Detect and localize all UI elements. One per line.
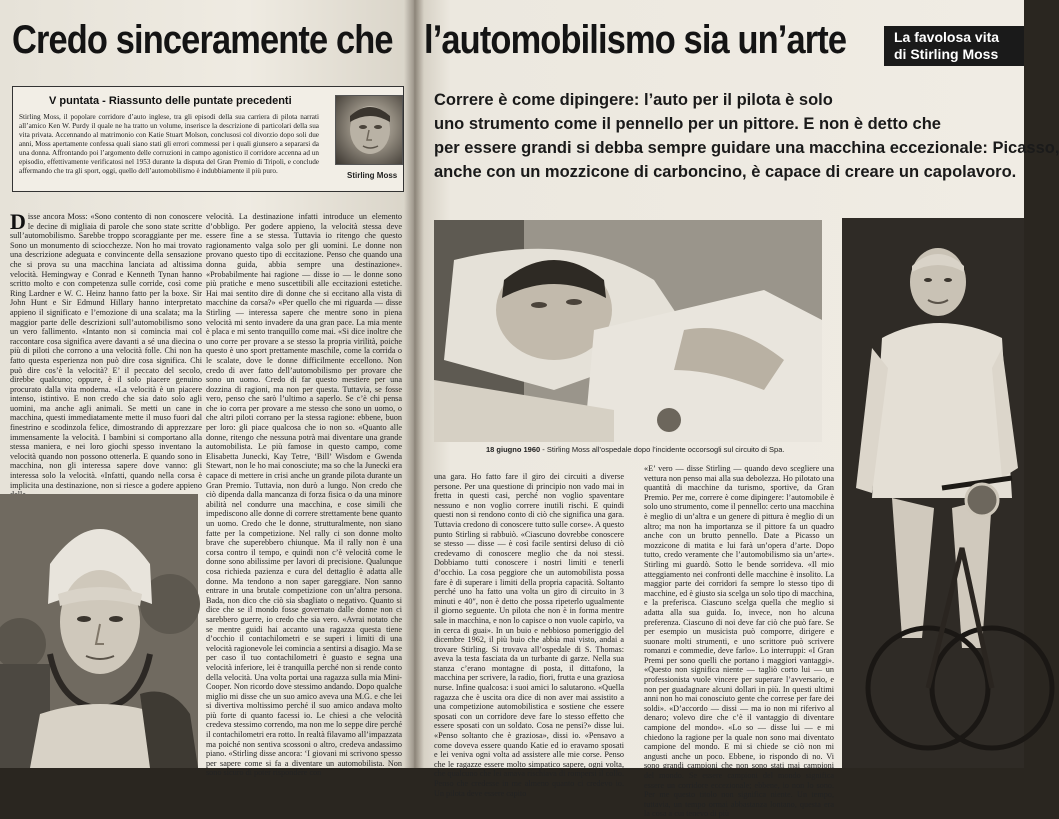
caption-date: 18 giugno 1960 xyxy=(486,445,541,454)
deck-line-4: anche con un mozzicone di carboncino, è capace di creare un capolavoro. xyxy=(434,163,1017,181)
portrait-caption: Stirling Moss xyxy=(347,171,398,180)
photo-hospital-bed xyxy=(434,220,822,442)
article-column-2: velocità. La destinazione infatti introduce un elemento d’obbligo. Per godere appieno, la velocità stessa deve essere fine a se stessa. Tuttavia io ritengo che questo ragionamento valga solo per gli uomini. Le donne non provano questo tipo di eccitazione. Penso che quando una donna guida, abbia sempre una destinazione». «Probabilmente hai ragione — disse io — le donne sono più pratiche e meno suscettibili alle eccitazioni estetiche. Hai mai sentito dire di donne che si eccitano alla vista di macchine da corsa?» «Per quello che mi riguarda — disse Stirling — interessa sapere che mentre sono in piena velocità mi sento invadere da una gran pace. La mia mente è placa e mi sento tranquillo come mai. «Si dice inoltre che uno corre per provare a se stesso la propria virilità, poiche questo è uno sport prettamente maschile, come la corrida o le scalate, dove le donne difficilmente eccellono. Non credo di aver fatto dell’automobilismo per provare che sono un uomo. Credo di far questo mestiere per una dozzina di ragioni, ma non per questa. Tuttavia, se fosse vero, penso che sarò l’ultimo a saperlo. Se c’è chi pensa che io corra per provare a me stesso che sono un uomo, o che altri piloti corrano per la stessa ragione: ebbene, buon per loro: gli piace qualcosa che io non so. «Quanto alle donne, ritengo che nessuna potrà mai diventare una grande automobilista. Le più famose in questo campo, come Elisabetta Junecki, Kay Tetre, ‘Bill’ Wisdom e Gwenda Stewart, non le ho mai conosciute; ma so che la Junecki era capace di mettere in crisi anche un grande pilota durante un Gran Premio. Tuttavia, non durò a lungo. Non credo che ciò dipenda dalla mancanza di forza fisica o da una minore abilità nel condurre una macchina, e cose simili che impediscono alle donne di correre strettamente bene quanto un uomo. Credo che le donne, strutturalmente, non siano fatte per la competizione. Nel rally ci son donne molto brave che superebbero chiunque. Ma il rally non è una corsa contro il tempo, e quindi non c’è velocità come le donne sono abilissime per lavori di precisione. Qualunque cosa richieda pazienza e cura del dettaglio è adatta alle donne. Ma tendono a non saper gareggiare. Non sanno entrare in una brutale competizione con un’altra persona. Bada, non dico che ciò sia sbagliato o negativo. Quanto si dice che se il mondo fosse governato dalle donne non ci sarebbero guerre, io credo che sia vero. «Avrai notato che se mentre guidi hai accanto una ragazza questa tiene d’occhio il contachilometri e se superi i limiti di una velocità ragionevole lei comincia a sentirsi a disagio. Ma se per caso il tuo contachilometri è guasto e segna una velocità inferiore, lei è tranquilla perché non si rende conto della velocità. Una volta portai una ragazza sulla mia Mini-Cooper. Non ricordo dove stessimo andando. Dopo qualche miglio mi disse che un suo amico aveva una M.G. e che lei si divertiva moltissimo perché il suo amico andava molto più forte di quanto facessi io. Le chiesi a che velocità credeva stessimo correndo, ma non me lo seppe dire perché il contachilometri era rotto. In realtà filavamo all’impazzata ma poiché non sentiva scossoni o altro, credeva andassimo piano. «Stirling disse ancora: ‘I giovani mi scrivono spesso per sapere come si fa a diventare un automobilista. Non sono sicuro di poter rispondere con xyxy=(206,212,402,778)
deck-line-1: Correre è come dipingere: l’auto per il pilota è solo xyxy=(434,91,833,109)
photo-bicycle xyxy=(842,218,1024,768)
photo-helmet-portrait xyxy=(0,494,198,768)
deck-line-3: per essere grandi si debba sempre guidare una macchina eccezionale: Picasso, xyxy=(434,139,1059,157)
summary-text: Stirling Moss, il popolare corridore d’auto inglese, tra gli episodi della sua carriera di pilota narrati all’amico Ken W. Purdy il quale ne ha tratto un volume, inserisce la descrizione di particolari della sua vita privata. Accennando al matrimonio con Katie Stuart Molson, conclusosi col divorzio dopo soli due anni, Moss apertamente confessa quali siano stati gli errori commessi per i quali giunsero a separarsi da una donna. Affrontando poi l’argomento delle corruzioni in campo agonistico il corridore accenna ad un episodio, effettivamente verificatosi nel 1953 durante la disputa del Gran Premio di Tripoli, e conclude affermando che tra gli sport, oggi, quello dell’automobilismo è indubbiamente il più puro. xyxy=(19,113,319,175)
article-column-3: una gara. Ho fatto fare il giro dei circuiti a diverse persone. Per una questione di principio non vado mai in fretta in questi casi, perché non voglio spaventare nessuno e non voglio correre inutili rischi. E quindi questi non si rendono conto di ciò che significa una gara. Tuttavia credono di conoscere tutto sulle corse». A questo punto Stirling si rabbuiò. «Ciascuno dovrebbe conoscere se stesso — disse — è così facile sentirsi deluso di ciò credevamo di conoscere meglio che da noi stessi. Dobbiamo tutti conoscere i nostri limiti e tenerli d’occhio. La cosa peggiore che un automobilista possa fare è di superare i limiti della propria capacità. Soltanto perché uno ha fatto una volta un giro di circuito in 3 minuti e 40″, non è detto che possa ripeterlo ugualmente il giorno seguente. Un pilota che non è in forma mentre sale in macchina, e non lo capisce o non vuole capirlo, va in cerca di guai». In un buio e nebbioso pomeriggio del dicembre 1962, il più buio che abbia mai visto, andai a trovare Stirling. Si trovava all’ospedale di S. Thomas: aveva la testa fasciata da un turbante di garze. Nella sua stanza c’erano montagne di posta, il dittafono, la macchina per scrivere, la radio, fiori, frutta e una graziosa nurse. Infine qualcosa: i suoi amici lo salutarono. «Quella ragazza che è uscita ora dice di non aver mai assistito a una competizione automobilistica e sostiene che essere sposati con un corridore deve fare lo stesso effetto che essere sposati con un soldato. Cosa ne pensi?» disse lui. «Penso soltanto che è graziosa», dissi io. «Pensavo a come doveva essere quando Katie ed io eravamo sposati e lei veniva ogni volta ad assistere alle mie corse. Penso che le ragazze essere molto simpatico sapere, ogni volta, che qualcuno che lei amava rischiava di rompersi il collo. Penso che credesse in me almeno quanto ci credevo io. Un pilota deve essere capito xyxy=(434,472,624,798)
caption-text: - Stirling Moss all’ospedale dopo l’incidente occorsogli sul circuito di Spa. xyxy=(542,445,785,454)
column-1-text: isse ancora Moss: «Sono contento di non conoscere le decine di migliaia di parole che sono state scritte sull’automobilismo. Sarebbe troppo scoraggiante per me. Sono un monumento di sciocchezze. Non ho mai trovato una descrizione adeguata e convincente della sensazione che si prova su una macchina lanciata ad altissima velocità. Hemingway e Conrad e Kenneth Tynan hanno scritto molto e con competenza sulle corride, così come Ring Lardner e W. C. Heinz hanno fatto per la boxe. Sir John Hunt e Sir Edmund Hillary hanno interpretato appieno il significato e l’emozione di una scalata; ma la maggior parte delle descrizioni sull’automobilismo sono un vero fallimento. «Intanto non si comincia mai col raccontare cosa significa avere davanti a sé una diecina o più di piloti che corrono a una velocità folle. Chi non ha fatto questa esperienza non può dire cosa significa. Chi può dire cos’è la velocità? E’ il peccato del secolo, direbbe qualcuno; oppure, è il solo piacere genuino procurato dalla vita moderna. «La velocità è un piacere intenso, istintivo. E non credo che sia dato solo agli uomini, ma anche agli animali. Se metti un cane in macchina, questi immediatamente mette il muso fuori dal finestrino e scodinzola felice, dimostrando di apprezzare immensamente la velocità. I bambini si comportano alla stessa maniera, e nei loro giochi spesso inventano la velocità quando non possono ottenerla. E quando sono in macchina, non gli interessa sapere dove vanno: gli interessa solo la velocità. «Infatti, quando nella corsa è implicita una destinazione, non si riesce a godere appieno xyxy=(10,212,202,490)
article-column-4: «E’ vero — disse Stirling — quando devo scegliere una vettura non penso mai alla sua debolezza. Ho pilotato una quantità di macchine da turismo, sportive, da Gran Premio. Per me, correre è come dipingere: l’automobile è solo uno strumento, come il pennello: certo una macchina è meglio di un’altra e un genere di pittura è meglio di un altro; ma non ha importanza se il pittore fa un quadro anche con un brutto pennello. Date a Picasso un mozzicone di matita e lui farà un’opera d’arte. Dopo tutto, credo veramente che l’automobilismo sia un’arte». Stirling mi guardò. Sotto le bende sorrideva. «Il mio atteggiamento nei confronti delle macchine è insolito. La maggior parte dei corridori fa sempre lo stesso tipo di macchine, ed è giusto sia scelga un solo tipo di macchina, e la preferisca. Ciascuno scelga quella che meglio si adatta alla sua guida. Io, invece, non ho alcuna preferenza. Ciascuno di noi deve far ciò che può fare. Se per esempio un musicista può comporre, dirigere e suonare molti strumenti, e uno scrittore può scrivere romanzi e commedie, deve farlo». Lo interruppi: «I Gran Premi per sono quelli che portano i maggiori vantaggi». «Questo non significa niente — tagliò corto lui — un professionista vuole vincere per superare l’avversario, e non per guadagnare alcuni dollari in più. In questi ultimi anni non ho mai conosciuto gente che correse per fare dei soldi». «D’accordo — dissi — ma io non mi riferivo al denaro; volevo dire che c’è il vantaggio di diventare campione del mondo». «Lo so — disse lui — e mi chiedono la ragione per la quale non sono mai diventato campione del mondo. E mi si chiede se ciò non mi angusti anche un poco. Ebbene, io rispondo di no. Vi sono grandi campioni che non sono stati mai campioni del mondo. Se essere campioni del mondo significa essere un corridore eccezionale; ebbene, io non lo sono. Per me questo titolo non significa niente. Un tempo, tuttavia, un tempo ormai abbastanza lontano, questa era la cosa a cui tenevo di più xyxy=(644,464,834,819)
summary-title: V puntata - Riassunto delle puntate precedenti xyxy=(49,95,292,107)
face-illustration xyxy=(336,96,402,164)
center-fold xyxy=(404,0,424,768)
deck-subheadline xyxy=(434,88,1059,184)
series-line-2: di Stirling Moss xyxy=(894,46,999,62)
article-column-1 xyxy=(10,209,202,490)
drop-cap: D xyxy=(10,209,26,234)
hospital-photo-caption xyxy=(486,445,785,454)
series-label-box xyxy=(884,26,1024,66)
series-line-1: La favolosa vita xyxy=(894,29,1000,45)
helmet-driver-illustration xyxy=(0,494,198,768)
hospital-scene-illustration xyxy=(434,220,822,442)
bicycle-rider-illustration xyxy=(842,218,1024,768)
headline-right: l’automobilismo sia un’arte xyxy=(424,18,847,62)
headline-left: Credo sinceramente che xyxy=(12,18,393,62)
portrait-photo-small xyxy=(335,95,403,165)
summary-box xyxy=(12,86,404,192)
deck-line-2: uno strumento come il pennello per un pittore. E non è detto che xyxy=(434,115,941,133)
